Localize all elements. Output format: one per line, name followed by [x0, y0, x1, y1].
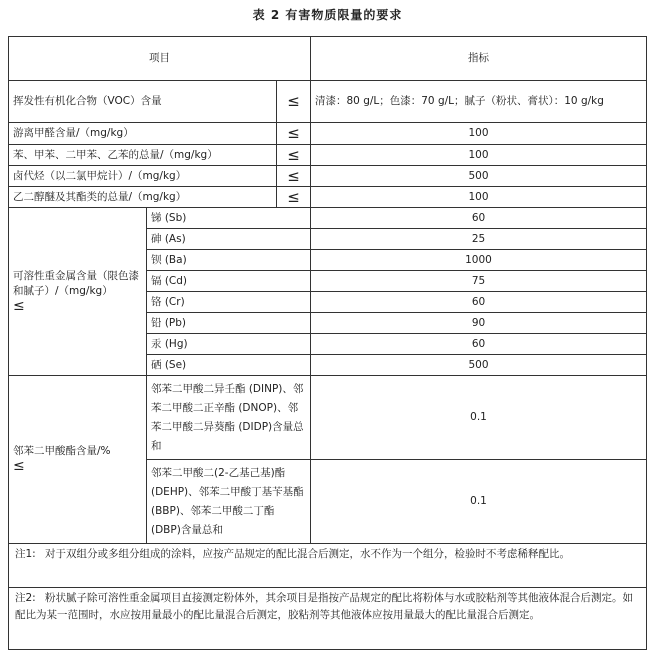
metal-value: 500	[311, 355, 647, 376]
metal-value: 60	[311, 292, 647, 313]
phthalate-name: 邻苯二甲酸二(2-乙基己基)酯 (DEHP)、邻苯二甲酸丁基苄基酯 (BBP)、邻苯二甲酸二丁酯 (DBP)含量总和	[147, 460, 311, 544]
table-row	[9, 376, 647, 460]
header-indicator: 指标	[311, 37, 647, 81]
note-1	[9, 544, 647, 588]
row-value: 500	[311, 166, 647, 187]
header-row	[9, 37, 647, 81]
row-item: 乙二醇醚及其酯类的总量/（mg/kg）	[9, 187, 277, 208]
row-value: 清漆：80 g/L；色漆：70 g/L；腻子（粉状、膏状）：10 g/kg	[311, 81, 647, 123]
metal-name: 钡 (Ba)	[147, 250, 311, 271]
metal-value: 75	[311, 271, 647, 292]
table-row	[9, 208, 647, 229]
metal-value: 25	[311, 229, 647, 250]
le-symbol: ≤	[13, 458, 25, 474]
table-row	[9, 187, 647, 208]
metal-name: 锑 (Sb)	[147, 208, 311, 229]
le-symbol: ≤	[13, 297, 25, 314]
row-item: 挥发性有机化合物（VOC）含量	[9, 81, 277, 123]
note-label: 注1:	[15, 548, 36, 560]
metal-name: 铬 (Cr)	[147, 292, 311, 313]
note-label: 注2:	[15, 592, 36, 604]
phthalate-value: 0.1	[311, 376, 647, 460]
phthalate-label: 邻苯二甲酸酯含量/%	[13, 445, 111, 457]
note-text: 对于双组分或多组分组成的涂料，应按产品规定的配比混合后测定，水不作为一个组分，检验时不考虑稀释配比。	[45, 548, 570, 560]
le-symbol: ≤	[277, 145, 311, 166]
row-item: 苯、甲苯、二甲苯、乙苯的总量/（mg/kg）	[9, 145, 277, 166]
le-symbol: ≤	[277, 187, 311, 208]
row-value: 100	[311, 123, 647, 145]
table-row	[9, 81, 647, 123]
note-2	[9, 588, 647, 650]
table-row	[9, 166, 647, 187]
metal-name: 铅 (Pb)	[147, 313, 311, 334]
metal-value: 60	[311, 208, 647, 229]
table-row	[9, 145, 647, 166]
row-value: 100	[311, 145, 647, 166]
table-title: 表 2 有害物质限量的要求	[252, 8, 403, 22]
metal-name: 汞 (Hg)	[147, 334, 311, 355]
note-text: 粉状腻子除可溶性重金属项目直接测定粉体外，其余项目是指按产品规定的配比将粉体与水或胶粘剂等其他液体混合后测定。如配比为某一范围时，水应按用量最小的配比量混合后测定，胶粘剂等其他液体应按用量最大的配比量混合后测定。	[15, 592, 633, 621]
metal-value: 1000	[311, 250, 647, 271]
phthalate-value: 0.1	[311, 460, 647, 544]
phthalate-name: 邻苯二甲酸二异壬酯 (DINP)、邻苯二甲酸二正辛酯 (DNOP)、邻苯二甲酸二异葵酯 (DIDP)含量总和	[147, 376, 311, 460]
note-row	[9, 588, 647, 650]
note-row	[9, 544, 647, 588]
le-symbol: ≤	[277, 123, 311, 145]
table-row	[9, 123, 647, 145]
metal-name: 硒 (Se)	[147, 355, 311, 376]
row-item: 卤代烃（以二氯甲烷计）/（mg/kg）	[9, 166, 277, 187]
row-value: 100	[311, 187, 647, 208]
heavy-metal-label: 可溶性重金属含量（限色漆和腻子）/（mg/kg）	[13, 269, 139, 297]
le-symbol: ≤	[277, 81, 311, 123]
hazardous-substance-table	[8, 36, 647, 650]
row-item: 游离甲醛含量/（mg/kg）	[9, 123, 277, 145]
header-item: 项目	[9, 37, 311, 81]
phthalate-label-cell	[9, 376, 147, 544]
metal-name: 砷 (As)	[147, 229, 311, 250]
heavy-metal-label-cell	[9, 208, 147, 376]
metal-name: 镉 (Cd)	[147, 271, 311, 292]
metal-value: 60	[311, 334, 647, 355]
metal-value: 90	[311, 313, 647, 334]
le-symbol: ≤	[277, 166, 311, 187]
